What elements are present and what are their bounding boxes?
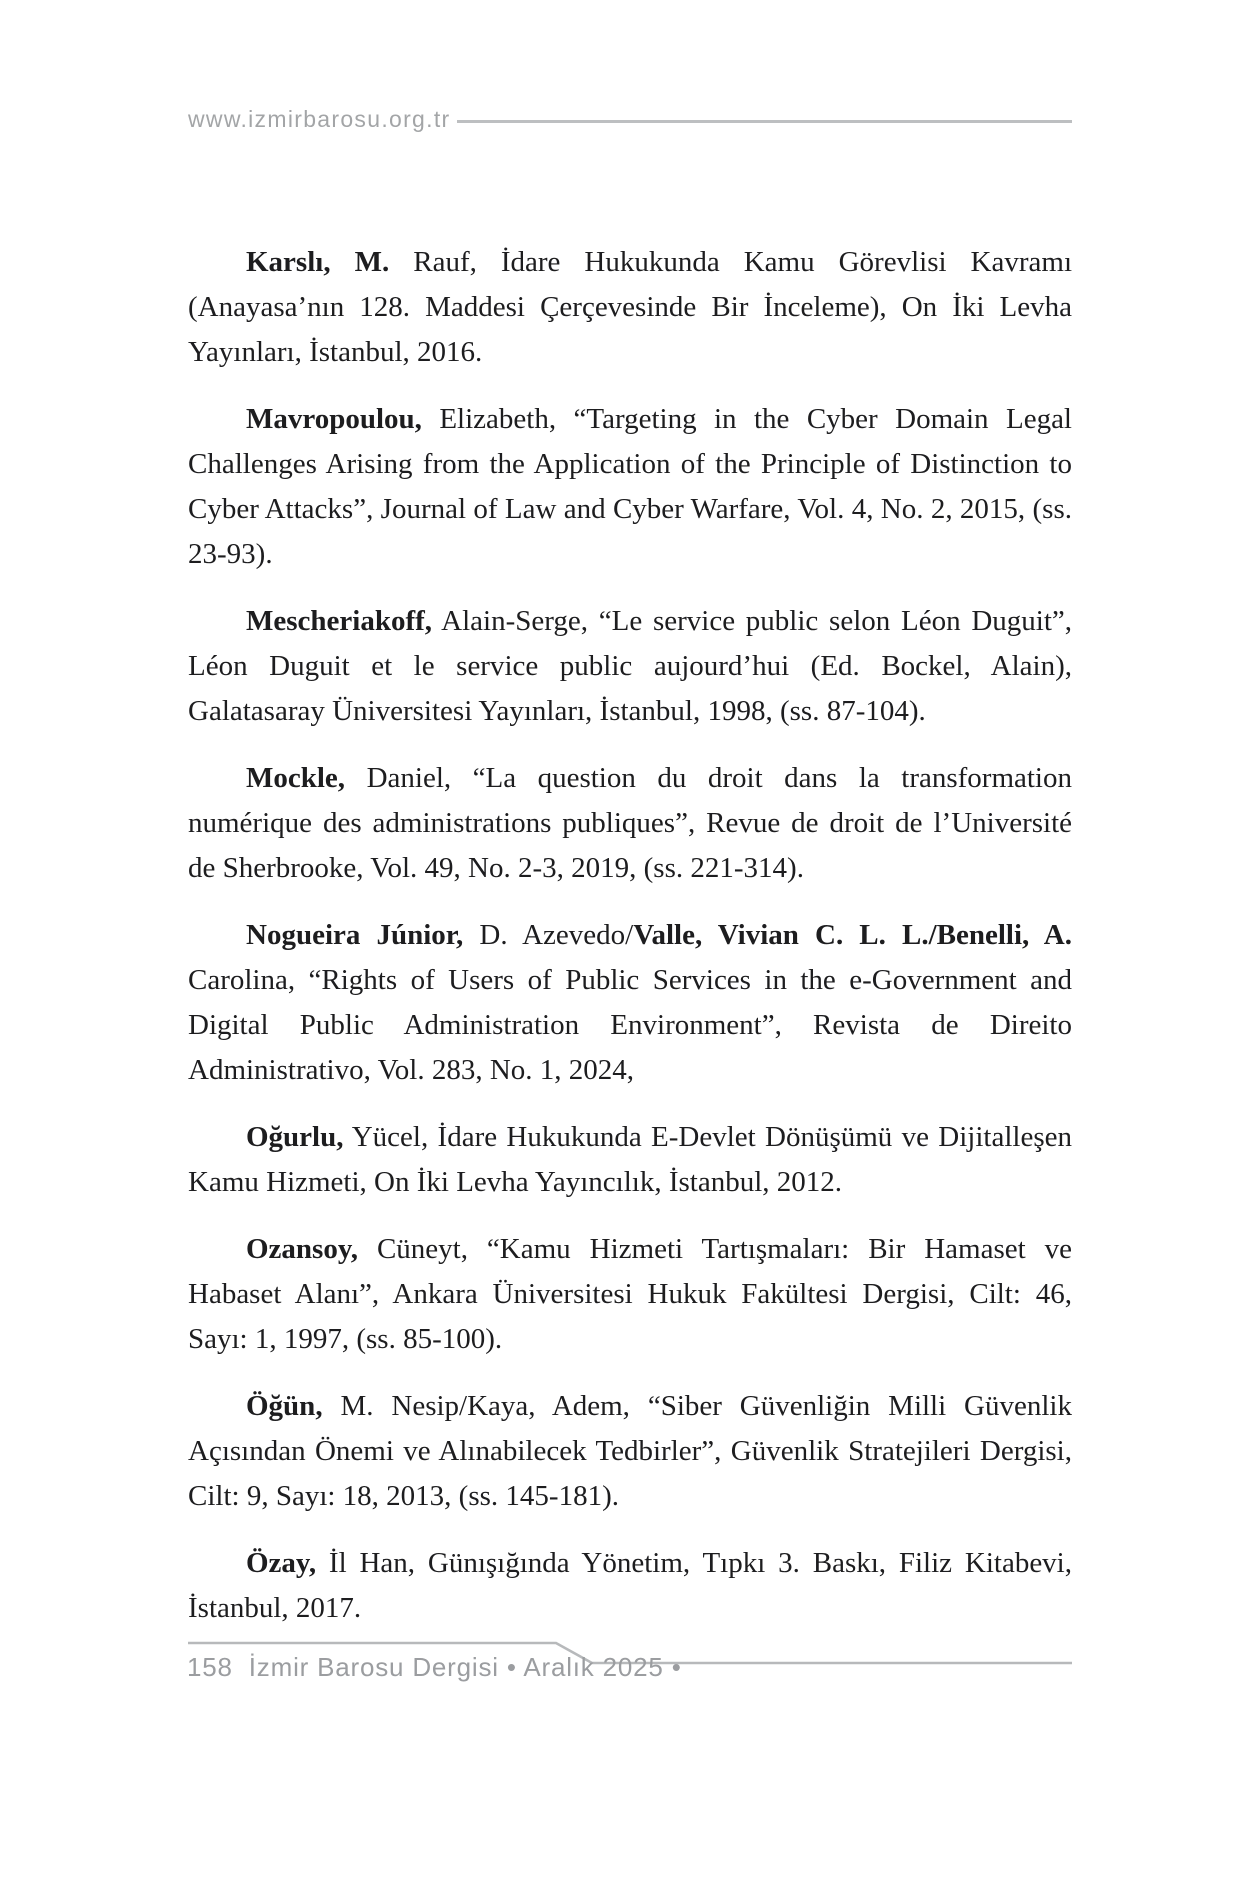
header-rule: [457, 120, 1073, 123]
bibliography-entry: [188, 1541, 1072, 1631]
bibliography-entry: [188, 599, 1072, 734]
entry-text: Yücel, İdare Hukukunda E-Devlet Dönüşümü ve Dijitalleşen Kamu Hizmeti, On İki Levha Yayıncılık, İstanbul, 2012.: [188, 1121, 1072, 1198]
author-name: Mockle,: [246, 762, 346, 794]
author-name: Öğün,: [246, 1390, 323, 1422]
bibliography-entry: [188, 1115, 1072, 1205]
author-name: Oğurlu,: [246, 1121, 344, 1153]
entry-text: Rauf, İdare Hukukunda Kamu Görevlisi Kavramı (Anayasa’nın 128. Maddesi Çerçevesinde Bir İnceleme), On İki Levha Yayınları, İstanbul, 2016.: [188, 246, 1072, 368]
bibliography-entry: [188, 1384, 1072, 1519]
bibliography-entry: [188, 756, 1072, 891]
page-number: 158: [187, 1652, 233, 1682]
bibliography-entries: [188, 240, 1072, 1653]
entry-text: Daniel, “La question du droit dans la transformation numérique des administrations publiques”, Revue de droit de l’Université de Sherbrooke, Vol. 49, No. 2-3, 2019, (ss. 221-314).: [188, 762, 1072, 884]
entry-text: Elizabeth, “Targeting in the Cyber Domain Legal Challenges Arising from the Application of the Principle of Distinction to Cyber Attacks”, Journal of Law and Cyber Warfare, Vol. 4, No. 2, 2015, (ss. 23-93).: [188, 403, 1072, 570]
author-name: Mescheriakoff,: [246, 605, 433, 637]
entry-text: Carolina, “Rights of Users of Public Services in the e-Government and Digital Public Administration Environment”, Revista de Direito Administrativo, Vol. 283, No. 1, 2024,: [188, 964, 1072, 1086]
author-name: Karslı, M.: [246, 246, 390, 278]
author-name: Ozansoy,: [246, 1233, 358, 1265]
bibliography-entry: [188, 240, 1072, 375]
entry-text: Cüneyt, “Kamu Hizmeti Tartışmaları: Bir Hamaset ve Habaset Alanı”, Ankara Üniversitesi Hukuk Fakültesi Dergisi, Cilt: 46, Sayı: 1, 1997, (ss. 85-100).: [188, 1233, 1072, 1355]
bibliography-entry: [188, 1227, 1072, 1362]
page-header: [188, 106, 1072, 133]
author-name: Valle, Vivian C. L. L./Benelli, A.: [633, 919, 1072, 951]
author-name: Özay,: [246, 1547, 317, 1579]
bibliography-entry: [188, 397, 1072, 577]
author-name: Nogueira Júnior,: [246, 919, 464, 951]
journal-title-line: İzmir Barosu Dergisi • Aralık 2025 •: [248, 1652, 682, 1682]
entry-text: M. Nesip/Kaya, Adem, “Siber Güvenliğin Milli Güvenlik Açısından Önemi ve Alınabilecek Tedbirler”, Güvenlik Stratejileri Dergisi, Cilt: 9, Sayı: 18, 2013, (ss. 145-181).: [188, 1390, 1072, 1512]
author-name: Mavropoulou,: [246, 403, 422, 435]
header-url: www.izmirbarosu.org.tr: [188, 106, 451, 132]
bibliography-entry: [188, 913, 1072, 1093]
page-footer: [187, 1652, 682, 1683]
entry-text: D. Azevedo/: [463, 919, 634, 951]
entry-text: Alain-Serge, “Le service public selon Léon Duguit”, Léon Duguit et le service public aujourd’hui (Ed. Bockel, Alain), Galatasaray Üniversitesi Yayınları, İstanbul, 1998, (ss. 87-104).: [188, 605, 1072, 727]
entry-text: İl Han, Günışığında Yönetim, Tıpkı 3. Baskı, Filiz Kitabevi, İstanbul, 2017.: [188, 1547, 1072, 1624]
